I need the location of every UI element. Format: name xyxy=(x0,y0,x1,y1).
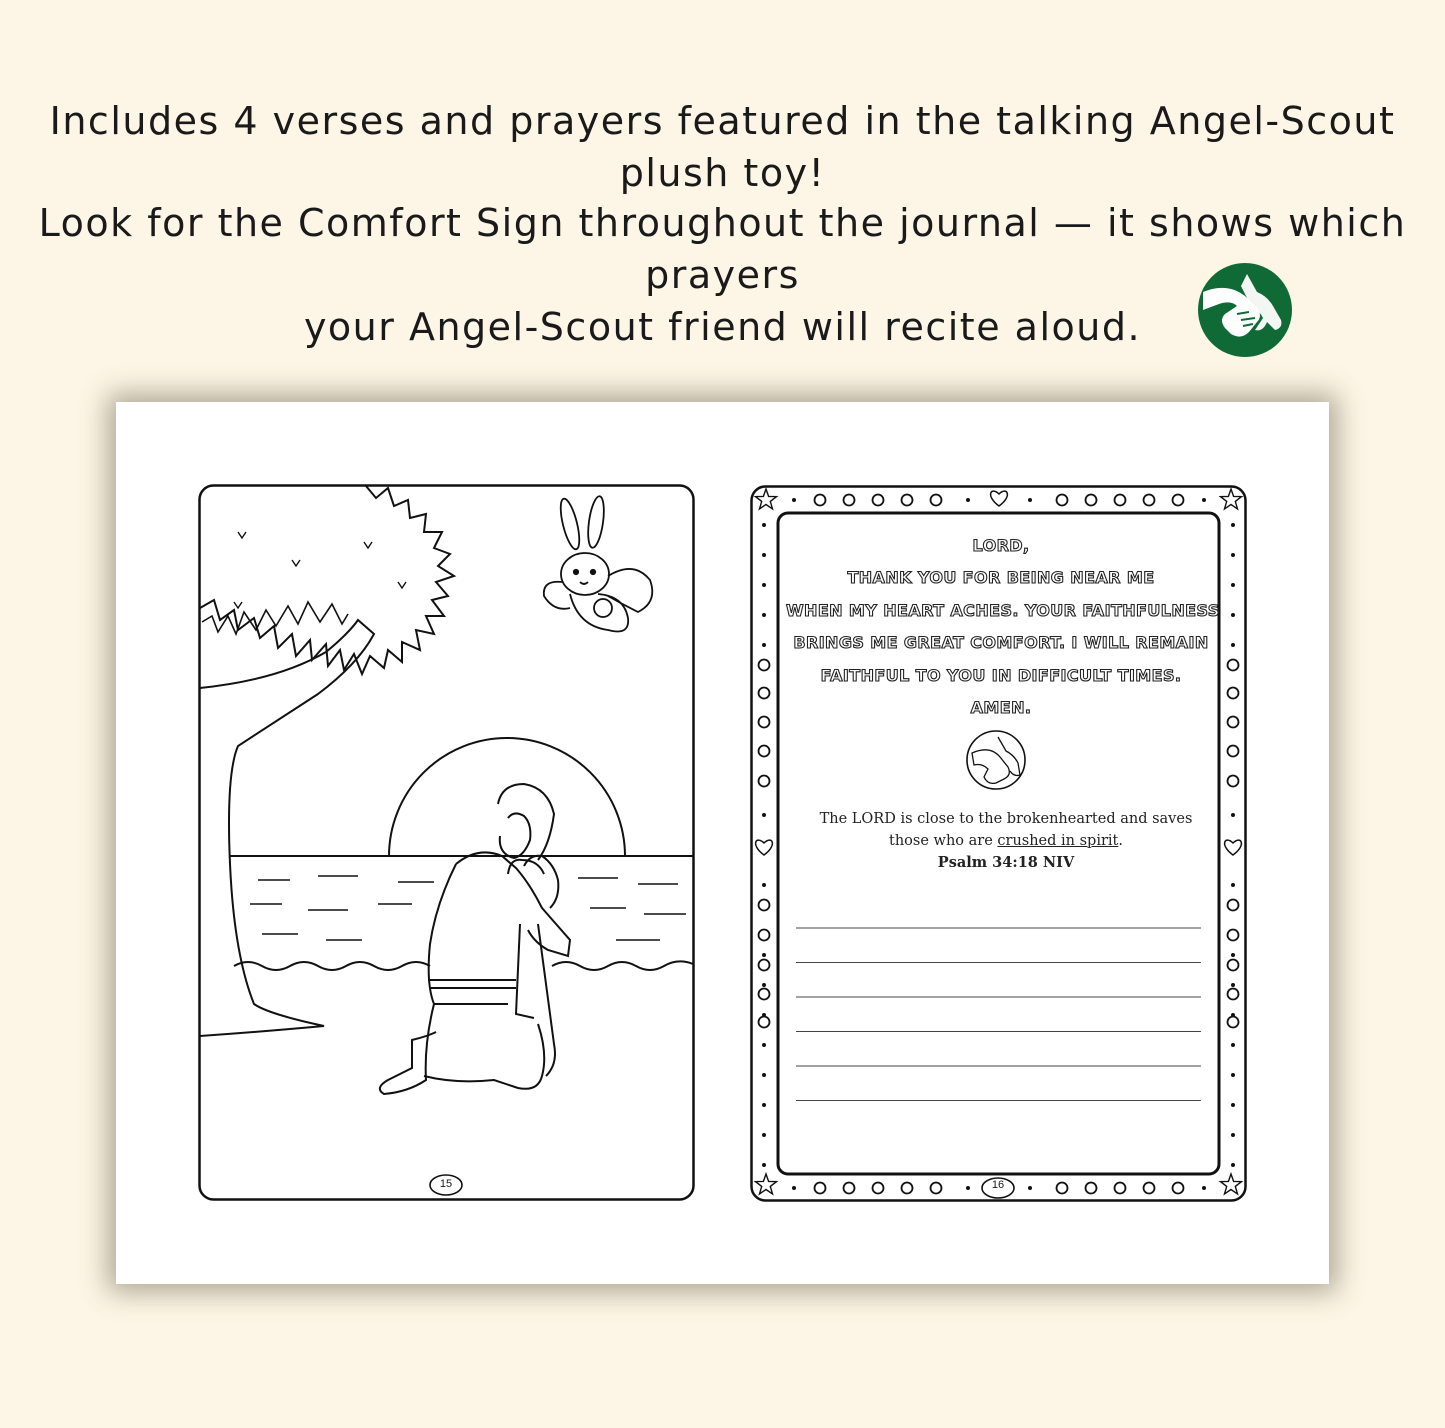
small-dot xyxy=(1028,498,1032,502)
left-page-border xyxy=(200,486,694,1200)
small-dot xyxy=(1231,1103,1235,1107)
small-dot xyxy=(1202,1186,1206,1190)
small-dot xyxy=(762,883,766,887)
page-comfort-sign-icon xyxy=(967,731,1025,789)
small-dot xyxy=(762,953,766,957)
small-dot xyxy=(762,583,766,587)
small-dot xyxy=(762,1073,766,1077)
prayer-line: BRINGS ME GREAT COMFORT. I WILL REMAIN xyxy=(793,633,1209,653)
journal-spread xyxy=(116,402,1329,1284)
small-dot xyxy=(762,613,766,617)
small-dot xyxy=(762,643,766,647)
small-dot xyxy=(762,1103,766,1107)
small-dot xyxy=(762,1133,766,1137)
small-dot xyxy=(966,1186,970,1190)
small-dot xyxy=(1231,553,1235,557)
page-number-16: 16 xyxy=(991,1179,1005,1191)
small-dot xyxy=(1231,883,1235,887)
prayer-line: WHEN MY HEART ACHES. YOUR FAITHFULNESS xyxy=(786,600,1220,620)
small-dot xyxy=(762,1163,766,1167)
page-number-15: 15 xyxy=(439,1178,453,1190)
small-dot xyxy=(762,1043,766,1047)
small-dot xyxy=(762,983,766,987)
prayer-line: THANK YOU FOR BEING NEAR ME xyxy=(847,568,1155,588)
small-dot xyxy=(762,523,766,527)
small-dot xyxy=(792,498,796,502)
headline-line-2a: Look for the Comfort Sign throughout the journal — it shows which prayers xyxy=(38,201,1407,297)
small-dot xyxy=(1231,643,1235,647)
headline-line-1: Includes 4 verses and prayers featured in the talking Angel-Scout plush toy! xyxy=(49,99,1396,195)
prayer-line: AMEN. xyxy=(970,698,1032,718)
small-dot xyxy=(792,1186,796,1190)
verse-reference: Psalm 34:18 NIV xyxy=(937,854,1075,871)
small-dot xyxy=(966,498,970,502)
verse-period: . xyxy=(1118,833,1123,849)
small-dot xyxy=(1231,813,1235,817)
verse-line-1: The LORD is close to the brokenhearted and saves xyxy=(819,811,1193,827)
small-dot xyxy=(1028,1186,1032,1190)
small-dot xyxy=(1231,613,1235,617)
verse-text-part: those who are xyxy=(889,833,993,849)
small-dot xyxy=(762,553,766,557)
prayer-line: FAITHFUL TO YOU IN DIFFICULT TIMES. xyxy=(820,665,1182,685)
small-dot xyxy=(1202,498,1206,502)
small-dot xyxy=(1231,583,1235,587)
small-dot xyxy=(1231,983,1235,987)
small-dot xyxy=(1231,1043,1235,1047)
prayer-text xyxy=(786,530,1220,724)
prayer-line: LORD, xyxy=(972,536,1030,555)
coloring-page xyxy=(198,484,695,1201)
verse-underlined: crushed in spirit xyxy=(997,833,1119,849)
small-dot xyxy=(1231,1163,1235,1167)
bible-verse xyxy=(796,808,1216,874)
small-dot xyxy=(1231,953,1235,957)
verse-line-2 xyxy=(796,830,1216,852)
small-dot xyxy=(1231,523,1235,527)
comfort-sign-icon xyxy=(1197,262,1293,358)
small-dot xyxy=(1231,1073,1235,1077)
headline-line-2b: your Angel-Scout friend will recite aloud. xyxy=(303,305,1142,349)
small-dot xyxy=(762,813,766,817)
small-dot xyxy=(1231,1133,1235,1137)
